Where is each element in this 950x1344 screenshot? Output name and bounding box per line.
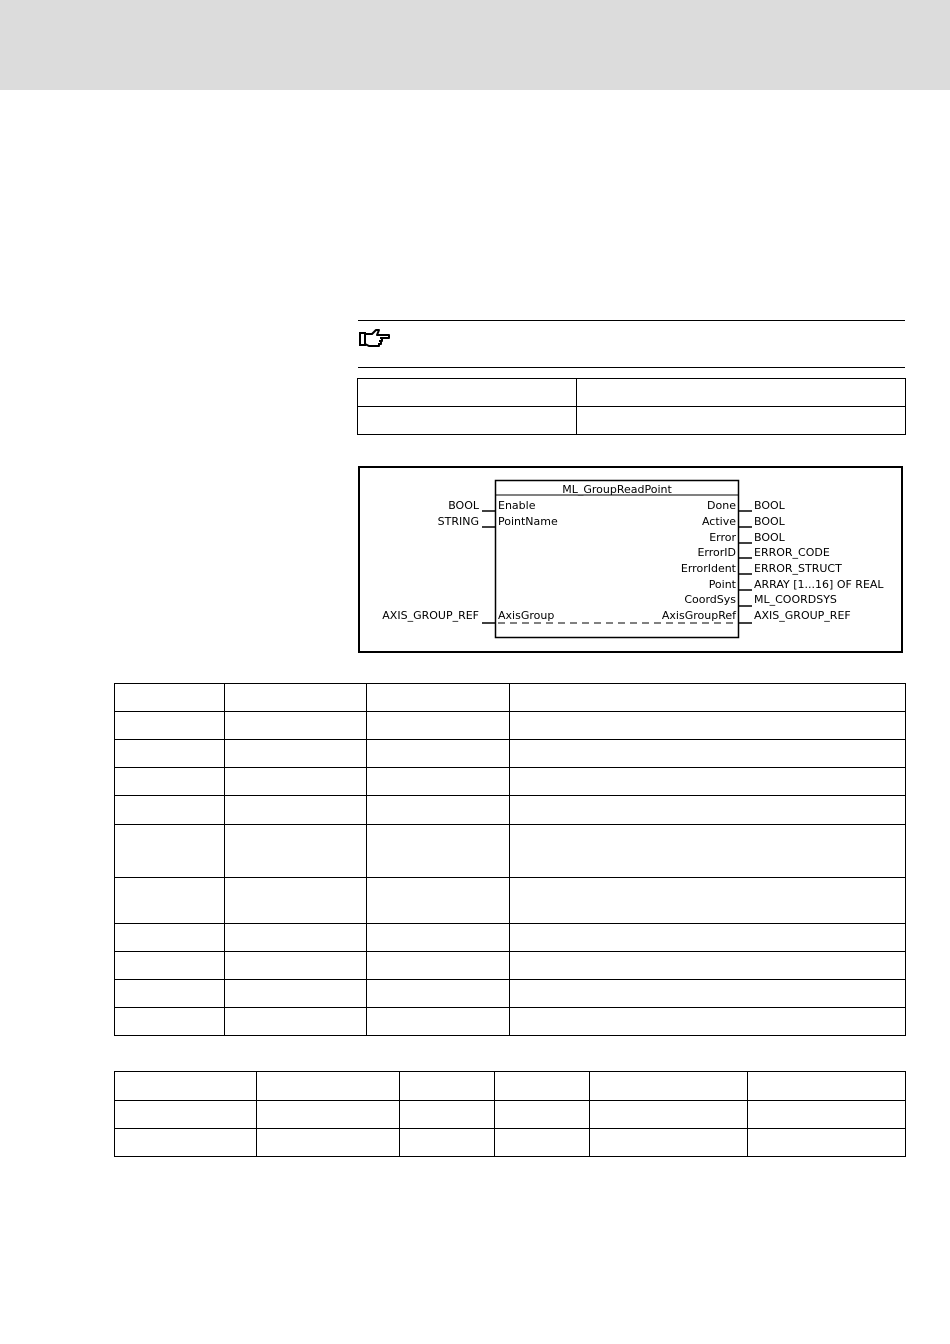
output-type-label: ERROR_STRUCT <box>754 562 842 575</box>
input-pin-enable <box>448 499 536 512</box>
output-pin-coordsys <box>684 593 837 606</box>
table-row <box>115 712 906 740</box>
input-pin-label: Enable <box>498 499 536 512</box>
output-type-label: BOOL <box>754 531 785 544</box>
function-block-name: ML_GroupReadPoint <box>562 483 672 496</box>
table-cell <box>577 379 906 407</box>
table-row <box>115 740 906 768</box>
note-bottom-rule <box>358 367 905 368</box>
table-row <box>115 980 906 1008</box>
note-top-rule <box>358 320 905 321</box>
output-pin-errorid <box>697 546 829 559</box>
output-pin-label: CoordSys <box>684 593 736 606</box>
output-pin-active <box>702 515 786 528</box>
output-pin-label: Point <box>708 578 736 591</box>
output-type-label: ML_COORDSYS <box>754 593 837 606</box>
output-pin-label: Active <box>701 515 736 528</box>
table-row <box>115 952 906 980</box>
table-row <box>115 924 906 952</box>
output-pin-errorident <box>681 562 842 575</box>
table-row <box>115 768 906 796</box>
input-type-label: STRING <box>437 515 479 528</box>
output-type-label: ARRAY [1...16] OF REAL <box>754 578 884 591</box>
input-type-label: BOOL <box>448 499 479 512</box>
output-type-label: ERROR_CODE <box>754 546 830 559</box>
output-pin-label: ErrorID <box>697 546 736 559</box>
output-pin-label: Done <box>707 499 736 512</box>
output-pin-label: ErrorIdent <box>680 562 736 575</box>
input-pin-label: PointName <box>498 515 558 528</box>
input-pin-label: AxisGroup <box>498 609 555 622</box>
structure-table <box>114 1071 906 1157</box>
table-cell <box>358 379 577 407</box>
output-pin-label: AxisGroupRef <box>661 609 736 622</box>
function-block-diagram <box>358 466 903 653</box>
output-type-label: BOOL <box>754 499 785 512</box>
output-pin-error <box>709 531 785 544</box>
interface-table <box>114 683 906 1036</box>
output-pin-point <box>709 578 885 591</box>
page-header-band <box>0 0 950 90</box>
input-pin-pointname <box>438 515 558 528</box>
output-pin-label: Error <box>709 531 736 544</box>
table-row <box>115 1008 906 1036</box>
output-type-label: AXIS_GROUP_REF <box>754 609 851 622</box>
pointing-hand-icon <box>358 327 392 349</box>
table-row <box>115 825 906 878</box>
input-type-label: AXIS_GROUP_REF <box>382 609 479 622</box>
library-info-table <box>357 378 906 435</box>
table-cell <box>358 407 577 435</box>
table-header-row <box>115 1072 906 1101</box>
table-row <box>115 796 906 825</box>
output-pin-done <box>707 499 786 512</box>
table-cell <box>577 407 906 435</box>
output-pin-axisgroupref <box>662 609 851 623</box>
output-type-label: BOOL <box>754 515 785 528</box>
table-row <box>115 878 906 924</box>
table-row <box>115 1129 906 1157</box>
input-pin-axisgroup <box>382 609 554 623</box>
table-row <box>115 1101 906 1129</box>
table-header-row <box>115 684 906 712</box>
